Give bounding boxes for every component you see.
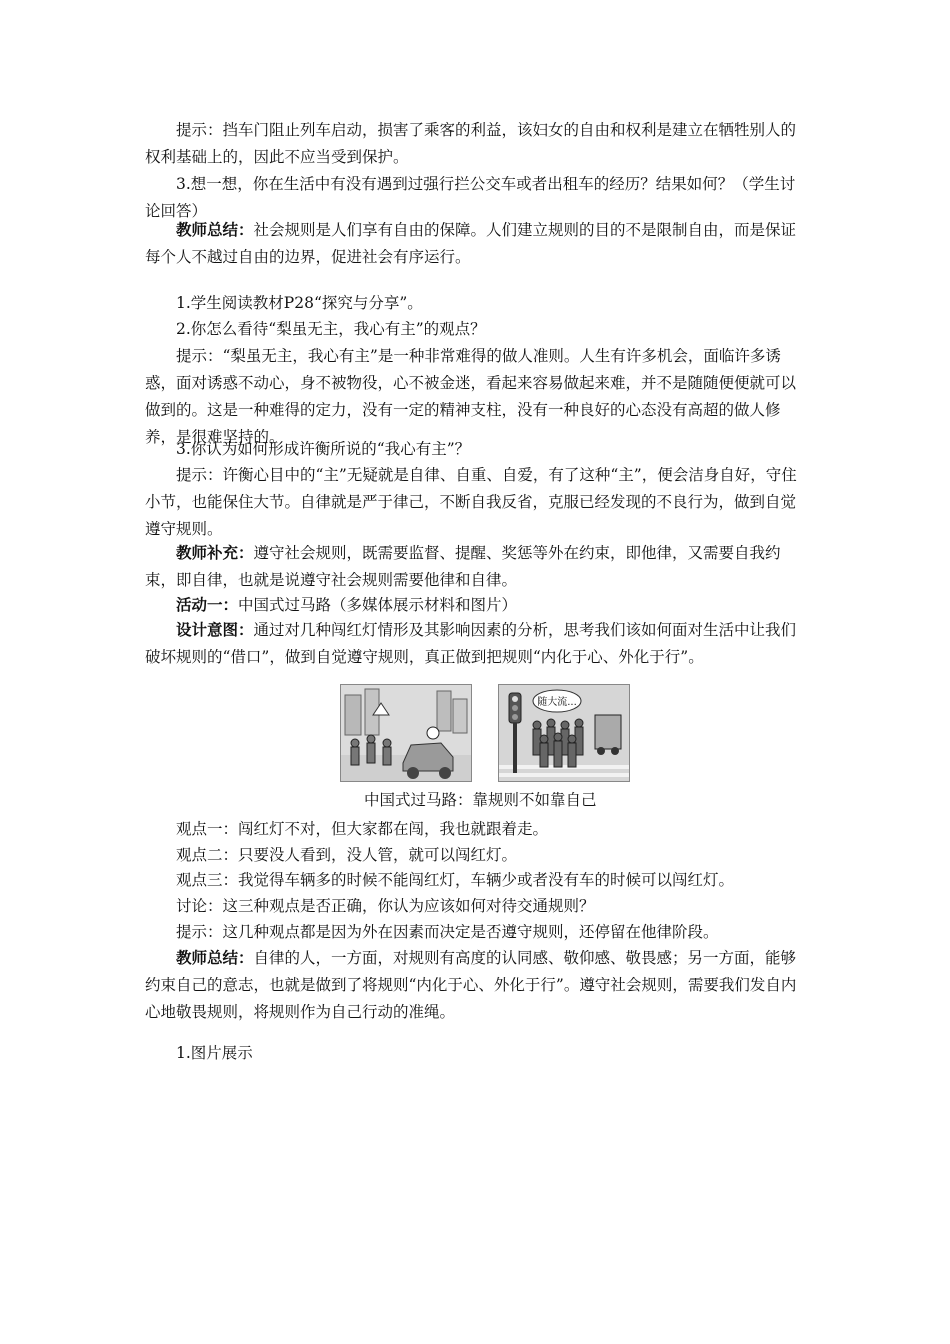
activity-one: 活动一：中国式过马路（多媒体展示材料和图片） — [176, 595, 518, 614]
crossing-figure — [340, 684, 640, 809]
teacher-supplement: 教师补充：遵守社会规则，既需要监督、提醒、奖惩等外在约束，即他律，又需要自我约束，即自律，也就是说遵守社会规则需要他律和自律。 — [145, 543, 781, 589]
question-2: 2.你怎么看待“梨虽无主，我心有主”的观点？ — [176, 320, 486, 338]
crossing-crowd-illustration — [498, 684, 630, 782]
viewpoint-3: 观点三：我觉得车辆多的时候不能闯红灯，车辆少或者没有车的时候可以闯红灯。 — [176, 871, 735, 889]
image-display-heading: 1.图片展示 — [176, 1044, 253, 1062]
reading-instruction: 1.学生阅读教材P28“探究与分享”。 — [176, 294, 423, 312]
figure-caption: 中国式过马路：靠规则不如靠自己 — [364, 791, 597, 809]
design-intent: 设计意图：通过对几种闯红灯情形及其影响因素的分析，思考我们该如何面对生活中让我们破坏规则的“借口”，做到自觉遵守规则，真正做到把规则“内化于心、外化于行”。 — [145, 620, 797, 666]
street-crowd-illustration — [340, 684, 472, 782]
teacher-summary-1: 教师总结：社会规则是人们享有自由的保障。人们建立规则的目的不是限制自由，而是保证每个人不越过自由的边界，促进社会有序运行。 — [145, 220, 797, 266]
viewpoint-1: 观点一：闯红灯不对，但大家都在闯，我也就跟着走。 — [176, 820, 549, 838]
discussion-question: 讨论：这三种观点是否正确，你认为应该如何对待交通规则？ — [176, 897, 595, 915]
hint-paragraph-3: 提示：许衡心目中的“主”无疑就是自律、自重、自爱，有了这种“主”，便会洁身自好，守住小节，也能保住大节。自律就是严于律己，不断自我反省，克服已经发现的不良行为，做到自觉遵守规则。 — [145, 466, 797, 538]
speech-bubble-text: 随大流... — [537, 697, 577, 708]
teacher-summary-2: 教师总结：自律的人，一方面，对规则有高度的认同感、敬仰感、敬畏感；另一方面，能够约束自己的意志，也就是做到了将规则“内化于心、外化于行”。遵守社会规则，需要我们发自内心地敬畏规则，将规则作为自己行动的准绳。 — [145, 948, 797, 1021]
hint-paragraph-4: 提示：这几种观点都是因为外在因素而决定是否遵守规则，还停留在他律阶段。 — [176, 923, 719, 941]
hint-paragraph-1: 提示：挡车门阻止列车启动，损害了乘客的利益，该妇女的自由和权利是建立在牺牲别人的权利基础上的，因此不应当受到保护。 — [145, 121, 797, 166]
question-3-b: 3.你认为如何形成许衡所说的“我心有主”？ — [176, 440, 471, 458]
question-3-a: 3.想一想，你在生活中有没有遇到过强行拦公交车或者出租车的经历？结果如何？（学生讨论回答） — [145, 175, 796, 220]
viewpoint-2: 观点二：只要没人看到，没人管，就可以闯红灯。 — [176, 846, 518, 864]
hint-paragraph-2: 提示：“梨虽无主，我心有主”是一种非常难得的做人准则。人生有许多机会，面临许多诱惑，面对诱惑不动心，身不被物役，心不被金迷，看起来容易做起来难，并不是随随便便就可以做到的。这是一种难得的定力，没有一定的精神支柱，没有一种良好的心态没有高超的做人修养，是很难坚持的。 — [145, 347, 797, 446]
